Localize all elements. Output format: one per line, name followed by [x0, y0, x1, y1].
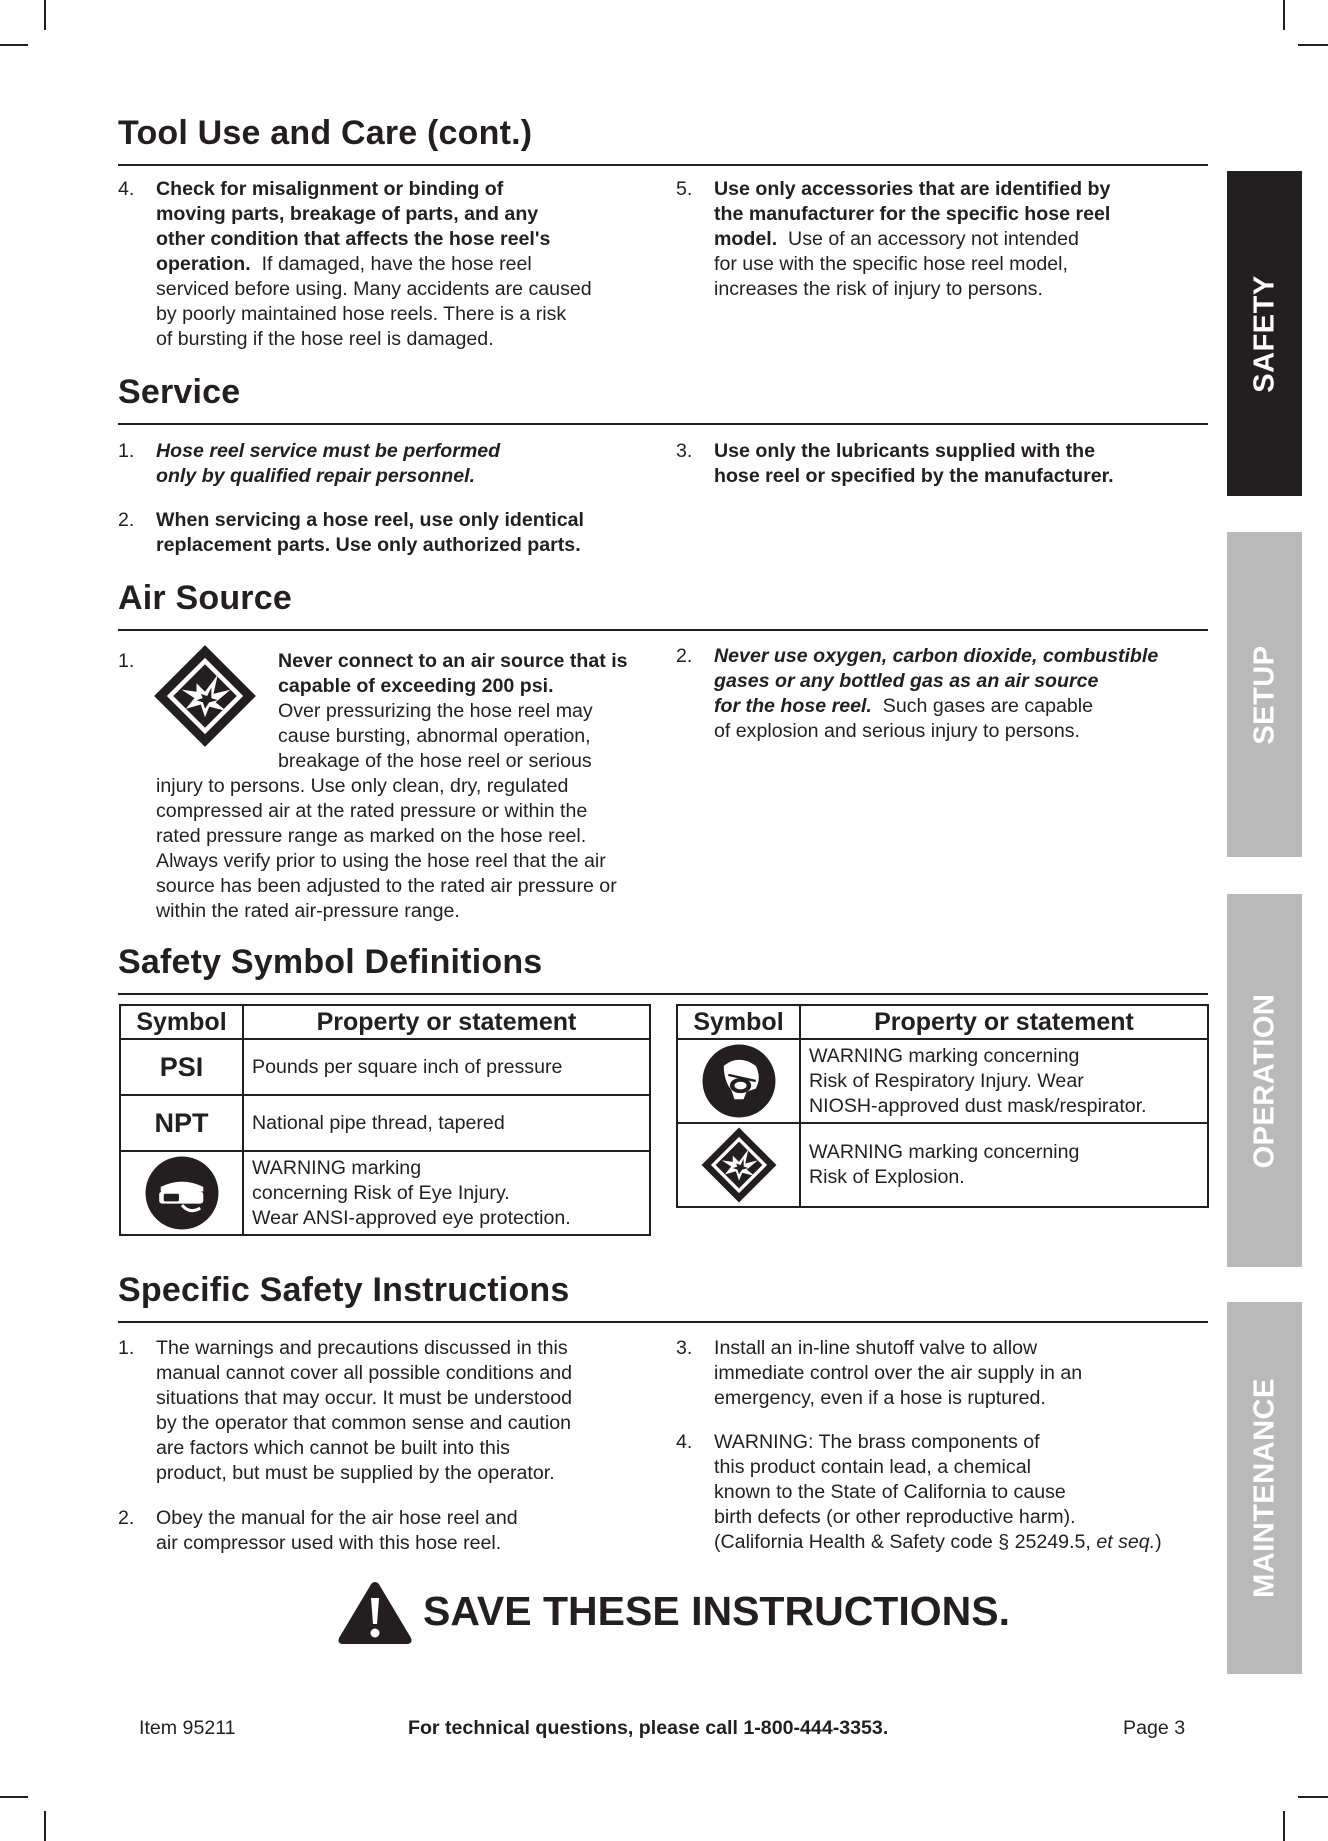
- section-heading-symbols: Safety Symbol Definitions: [118, 943, 543, 981]
- save-instructions-banner: [337, 1580, 1017, 1646]
- property-cell: Pounds per square inch of pressure: [243, 1039, 650, 1095]
- specific-item-3: 3. Install an in-line shutoff valve to allow immediate control over the air supply in an emergency, even if a hose is ruptured.: [676, 1337, 1083, 1409]
- footer-item-number: Item 95211: [139, 1717, 236, 1739]
- table-row: [120, 1039, 650, 1095]
- table-header-row: [120, 1005, 650, 1039]
- service-item-3: 3. Use only the lubricants supplied with the hose reel or specified by the manufacturer.: [676, 440, 1114, 487]
- section-rule: [118, 993, 1208, 995]
- footer-page-number: Page 3: [1123, 1717, 1186, 1739]
- service-item-1: 1. Hose reel service must be performed only by qualified repair personnel.: [118, 440, 501, 487]
- tool-use-item-5: 5. Use only accessories that are identified by the manufacturer for the specific hose reel model. Use of an accessory not intended for use with the specific hose reel model, increases the risk of injury to persons.: [676, 178, 1111, 300]
- crop-mark: [1283, 1811, 1285, 1841]
- eye-protection-icon: [144, 1155, 220, 1231]
- explosion-icon: [700, 1126, 778, 1204]
- property-cell: National pipe thread, tapered: [243, 1095, 650, 1151]
- table-row: [120, 1151, 650, 1235]
- property-cell: WARNING marking concerning Risk of Eye Injury. Wear ANSI-approved eye protection.: [243, 1151, 650, 1235]
- section-rule: [118, 1321, 1208, 1323]
- tab-operation[interactable]: OPERATION: [1227, 894, 1302, 1267]
- crop-mark: [44, 0, 46, 30]
- tab-safety[interactable]: SAFETY: [1227, 171, 1302, 496]
- section-rule: [118, 629, 1208, 631]
- tool-use-item-4: 4. Check for misalignment or binding of moving parts, breakage of parts, and any other condition that affects the hose reel's operation. If damaged, have the hose reel serviced before using. Many accidents are caused by poorly maintained hose reels. There is a risk of bursting if the hose reel is damaged.: [118, 178, 592, 350]
- column-header-symbol: Symbol: [677, 1005, 800, 1039]
- table-row: [120, 1095, 650, 1151]
- save-instructions-text: SAVE THESE INSTRUCTIONS.: [423, 1588, 1010, 1634]
- property-cell: WARNING marking concerning Risk of Explosion.: [800, 1123, 1208, 1207]
- section-rule: [118, 423, 1208, 425]
- explosion-icon: [152, 643, 258, 749]
- column-header-symbol: Symbol: [120, 1005, 243, 1039]
- service-item-2: 2. When servicing a hose reel, use only identical replacement parts. Use only authorized parts.: [118, 509, 584, 556]
- specific-item-2: 2. Obey the manual for the air hose reel and air compressor used with this hose reel.: [118, 1507, 518, 1554]
- symbol-table-right: [676, 1004, 1209, 1208]
- footer-phone: For technical questions, please call 1-800-444-3353.: [408, 1717, 889, 1739]
- air-source-item-1: 1. Never connect to an air source that is capable of exceeding 200 psi. Over pressurizing the hose reel may cause bursting, abnormal operation, breakage of the hose reel or serious injury to persons. Use only clean, dry, regulated compressed air at the rated pressure or within the rated pressure range as marked on the hose reel. Always verify prior to using the hose reel that the air source has been adjusted to the rated air pressure or within the rated air-pressure range.: [118, 649, 658, 929]
- symbol-npt: NPT: [120, 1095, 243, 1151]
- section-rule: [118, 164, 1208, 166]
- column-header-property: Property or statement: [800, 1005, 1208, 1039]
- section-heading-service: Service: [118, 373, 241, 411]
- tab-maintenance[interactable]: MAINTENANCE: [1227, 1302, 1302, 1674]
- crop-mark: [1298, 44, 1328, 46]
- crop-mark: [1298, 1796, 1328, 1798]
- symbol-table-left: [119, 1004, 651, 1236]
- warning-triangle-icon: [337, 1580, 413, 1646]
- crop-mark: [0, 44, 28, 46]
- air-source-item-2: 2. Never use oxygen, carbon dioxide, combustible gases or any bottled gas as an air source for the hose reel. Such gases are capable of explosion and serious injury to persons.: [676, 645, 1159, 742]
- table-row: [677, 1123, 1208, 1207]
- section-heading-specific: Specific Safety Instructions: [118, 1271, 570, 1309]
- property-cell: WARNING marking concerning Risk of Respiratory Injury. Wear NIOSH-approved dust mask/respirator.: [800, 1039, 1208, 1123]
- tab-setup[interactable]: SETUP: [1227, 532, 1302, 857]
- specific-item-4: 4. WARNING: The brass components of this product contain lead, a chemical known to the State of California to cause birth defects (or other reproductive harm). (California Health & Safety code § 25249.5, et seq.): [676, 1431, 1162, 1553]
- crop-mark: [1283, 0, 1285, 30]
- specific-item-1: 1. The warnings and precautions discussed in this manual cannot cover all possible conditions and situations that may occur. It must be understood by the operator that common sense and caution are factors which cannot be built into this product, but must be supplied by the operator.: [118, 1337, 573, 1484]
- table-row: [677, 1039, 1208, 1123]
- crop-mark: [44, 1811, 46, 1841]
- crop-mark: [0, 1796, 28, 1798]
- section-heading-air-source: Air Source: [118, 579, 292, 617]
- symbol-psi: PSI: [120, 1039, 243, 1095]
- respirator-icon: [701, 1043, 777, 1119]
- section-heading-tool-use: Tool Use and Care (cont.): [118, 114, 533, 152]
- column-header-property: Property or statement: [243, 1005, 650, 1039]
- table-header-row: [677, 1005, 1208, 1039]
